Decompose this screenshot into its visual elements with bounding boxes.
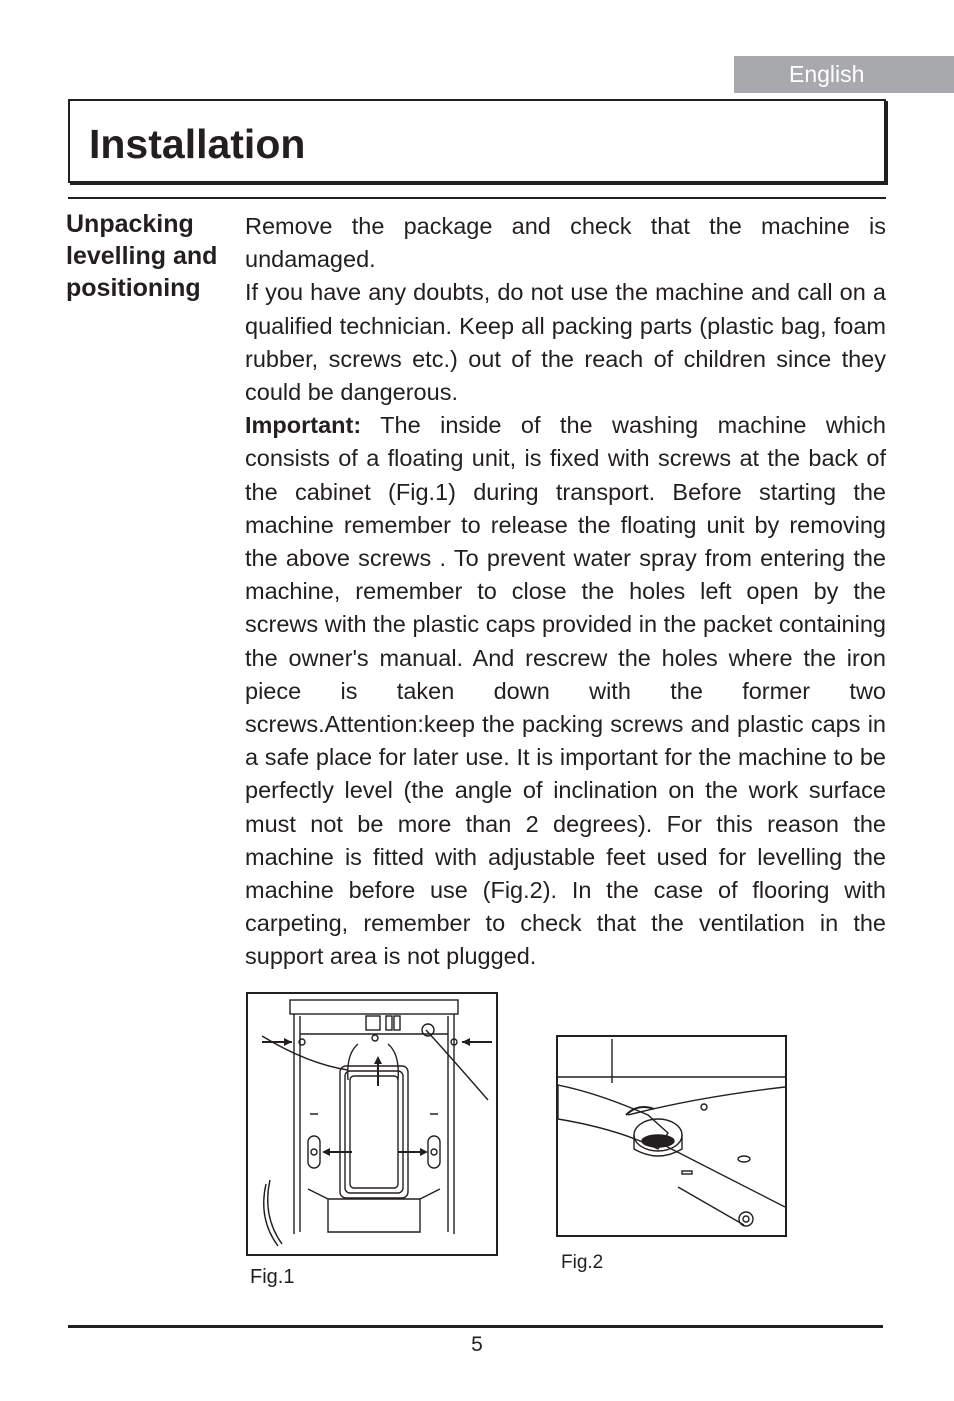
figure-2-adjustable-foot [556, 1035, 787, 1237]
title-box [68, 99, 886, 183]
paragraph-unpack: Remove the package and check that the machine is undamaged. [245, 213, 886, 273]
heading-line-1: Unpacking [66, 210, 194, 238]
figure-1-caption: Fig.1 [250, 1266, 295, 1288]
footer-divider [68, 1325, 883, 1328]
language-tab: English [734, 56, 954, 93]
heading-line-2: levelling and [66, 242, 218, 270]
adjustable-foot-illustration [558, 1037, 785, 1235]
page-title: Installation [89, 121, 306, 167]
header-divider [68, 197, 886, 199]
machine-back-illustration [248, 994, 496, 1254]
body-text [245, 210, 886, 974]
paragraph-doubts: If you have any doubts, do not use the machine and call on a qualified technician. Keep all packing parts (plastic bag, foam rubber, screws etc.) out of the reach of children since they could be dangerous. [245, 279, 886, 406]
page-number: 5 [471, 1333, 483, 1356]
important-text: The inside of the washing machine which consists of a floating unit, is fixed with screws at the back of the cabinet (Fig.1) during transport. Before starting the machine remember to release the floating unit by removing the above screws . To prevent water spray from entering the machine, remember to close the holes left open by the screws with the plastic caps provided in the packet containing the owner's manual. And rescrew the holes where the iron piece is taken down with the former two screws.Attention:keep the packing screws and plastic caps in a safe place for later use. It is important for the machine to be perfectly level (the angle of inclination on the work surface must not be more than 2 degrees). For this reason the machine is fitted with adjustable feet used for levelling the machine before use (Fig.2). In the case of flooring with carpeting, remember to check that the ventilation in the support area is not plugged. [245, 412, 886, 970]
figure-1-machine-back [246, 992, 498, 1256]
figure-2-caption: Fig.2 [561, 1252, 604, 1273]
important-label: Important: [245, 412, 362, 439]
heading-line-3: positioning [66, 274, 201, 302]
paragraph-important [245, 409, 886, 973]
subsection-heading [66, 208, 246, 304]
